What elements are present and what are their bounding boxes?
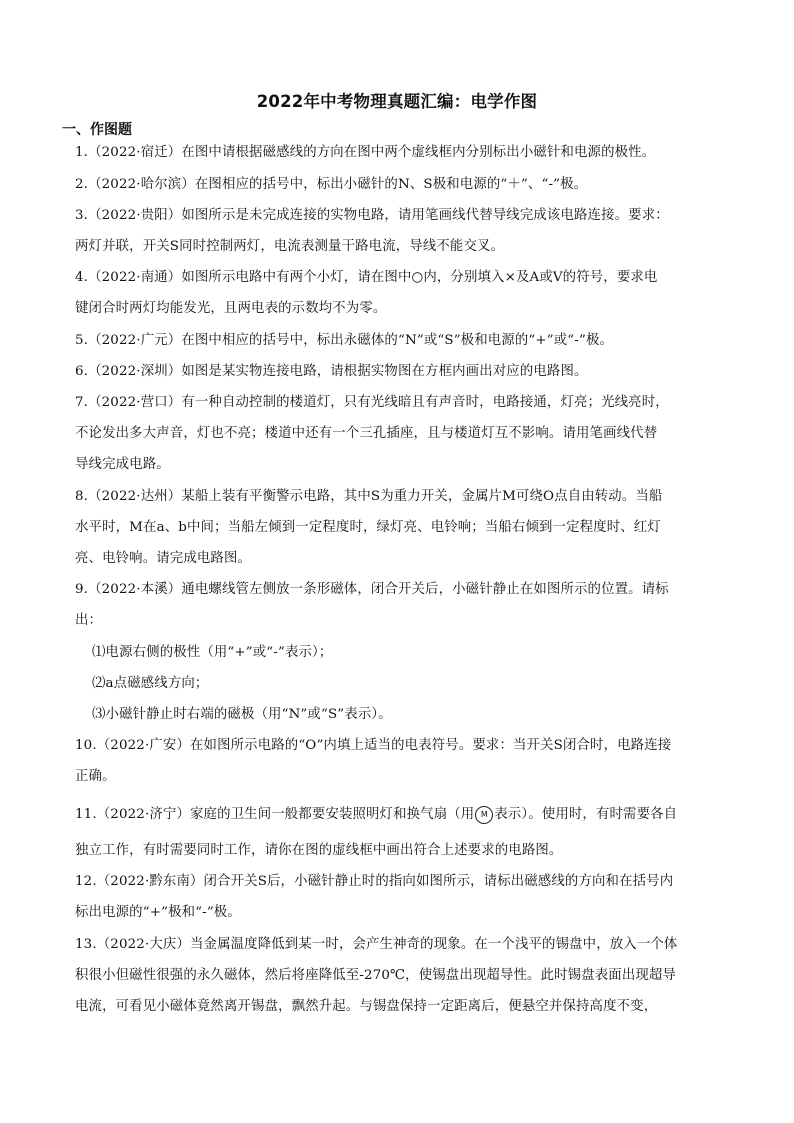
question-12-line-1: 12.（2022·黔东南）闭合开关S后，小磁针静止时的指向如图所示，请标出磁感线的方向和在括号内 <box>75 874 674 889</box>
question-8-line-3: 亮、电铃响。请完成电路图。 <box>75 551 252 566</box>
question-7-line-3: 导线完成电路。 <box>75 457 170 472</box>
question-13-line-1: 13.（2022·大庆）当金属温度降低到某一时，会产生神奇的现象。在一个浅平的锡盘中，放入一个体 <box>75 937 678 952</box>
question-9-item-2: ⑵a点磁感线方向； <box>92 676 209 691</box>
question-6-line-1: 6.（2022·深圳）如图是某实物连接电路，请根据实物图在方框内画出对应的电路图。 <box>75 364 588 379</box>
question-5-line-1: 5.（2022·广元）在图中相应的括号中，标出永磁体的“N”或“S”极和电源的“+”或“-”极。 <box>75 333 614 348</box>
question-3-line-2: 两灯并联，开关S同时控制两灯，电流表测量干路电流，导线不能交叉。 <box>75 239 505 254</box>
question-11-line-2: 独立工作，有时需要同时工作，请你在图的虚线框中画出符合上述要求的电路图。 <box>75 843 563 858</box>
question-9-line-2: 出： <box>75 613 103 628</box>
question-7-line-1: 7.（2022·营口）有一种自动控制的楼道灯，只有光线暗且有声音时，电路接通，灯亮；光线亮时， <box>75 395 669 410</box>
question-10-line-1: 10.（2022·广安）在如图所示电路的“O”内填上适当的电表符号。要求：当开关S闭合时，电路连接 <box>75 738 672 753</box>
question-9-item-1: ⑴电源右侧的极性（用“+”或“-”表示）； <box>92 645 333 660</box>
question-9-line-1: 9.（2022·本溪）通电螺线管左侧放一条形磁体，闭合开关后，小磁针静止在如图所示的位置。请标 <box>75 582 669 597</box>
question-4-line-2: 键闭合时两灯均能发光，且两电表的示数均不为零。 <box>75 301 387 316</box>
question-7-line-2: 不论发出多大声音，灯也不亮；楼道中还有一个三孔插座，且与楼道灯互不影响。请用笔画线代替 <box>75 426 658 441</box>
question-9-item-3: ⑶小磁针静止时右端的磁极（用“N”或“S”表示）。 <box>92 707 392 722</box>
question-11-text-b: 表示）。使用时，有时需要各自 <box>494 807 678 822</box>
question-12-line-2: 标出电源的“+”极和“-”极。 <box>75 905 241 920</box>
section-heading: 一、作图题 <box>62 122 132 138</box>
question-11-text-a: 11.（2022·济宁）家庭的卫生间一般都要安装照明灯和换气扇（用 <box>75 807 475 822</box>
question-13-line-3: 电流，可看见小磁体竟然离开锡盘，飘然升起。与锡盘保持一定距离后，便悬空并保持高度不变， <box>75 999 658 1014</box>
question-4-line-1: 4.（2022·南通）如图所示电路中有两个小灯，请在图中○内，分别填入×及A或V的符号，要求电 <box>75 270 658 285</box>
question-2-line-1: 2.（2022·哈尔滨）在图相应的括号中，标出小磁针的N、S极和电源的“＋”、“-”极。 <box>75 177 588 192</box>
question-13-line-2: 积很小但磁性很强的永久磁体，然后将座降低至-270℃，使锡盘出现超导性。此时锡盘表面出现超导 <box>75 968 676 983</box>
question-3-line-1: 3.（2022·贵阳）如图所示是未完成连接的实物电路，请用笔画线代替导线完成该电路连接。要求： <box>75 208 669 223</box>
motor-symbol-icon: M <box>475 806 493 824</box>
question-1-line-1: 1.（2022·宿迁）在图中请根据磁感线的方向在图中两个虚线框内分别标出小磁针和电源的极性。 <box>75 145 656 160</box>
question-11-line-1 <box>75 805 725 825</box>
question-8-line-2: 水平时，M在a、b中间；当船左倾到一定程度时，绿灯亮、电铃响；当船右倾到一定程度时、红灯 <box>75 520 661 535</box>
question-10-line-2: 正确。 <box>75 769 116 784</box>
document-title: 2022年中考物理真题汇编：电学作图 <box>256 92 538 111</box>
question-8-line-1: 8.（2022·达州）某船上装有平衡警示电路，其中S为重力开关，金属片M可绕O点自由转动。当船 <box>75 489 663 504</box>
